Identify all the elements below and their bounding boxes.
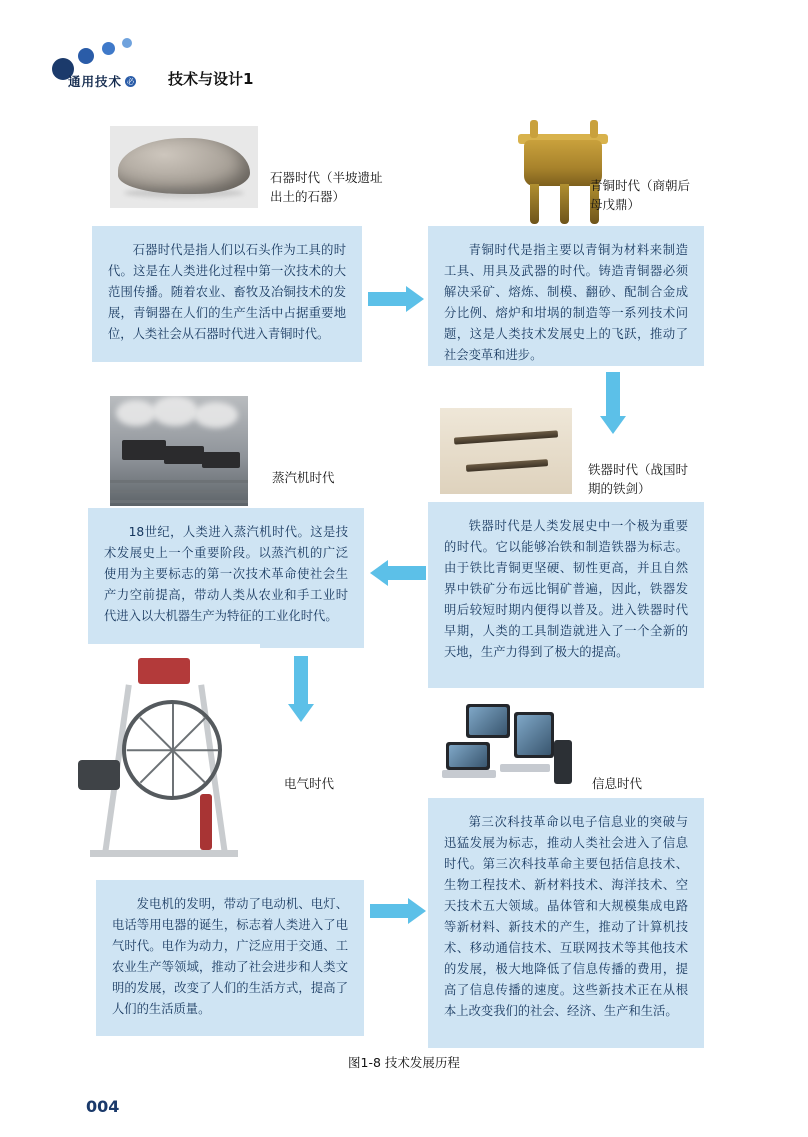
stone-shadow xyxy=(124,188,244,198)
computer-tower xyxy=(554,740,572,784)
textbox-steam-age: 18世纪，人类进入蒸汽机时代。这是技术发展史上一个重要阶段。以蒸汽机的广泛使用为主要标志的第一次技术革命使社会生产力空前提高，带动人类从农业和手工业时代进入以大机器生产为特征的工业化时代。 xyxy=(88,508,364,648)
generator-motor xyxy=(78,760,120,790)
generator-battery-box xyxy=(138,658,190,684)
generator-photo xyxy=(60,644,260,884)
generator-frame xyxy=(90,850,238,857)
stone-tool-photo xyxy=(110,126,258,208)
subject-badge-sub: 必修 xyxy=(126,76,135,97)
steam-locomotive-photo xyxy=(110,396,248,506)
generator-pedal xyxy=(200,794,212,850)
laptop-base xyxy=(442,770,496,778)
textbox-information-age: 第三次科技革命以电子信息业的突破与迅猛发展为标志，推动人类社会进入了信息时代。第三次科技革命主要包括信息技术、生物工程技术、新材料技术、海洋技术、空天技术五大领域。晶体管和大规模集成电路等新材料、新技术的产生，推动了计算机技术、移动通信技术、互联网技术等其他技术的发展，极大地降低了信息传播的费用，提高了信息传播的速度。这些新技术正在从根本上改变我们的社会、经济、生产和生活。 xyxy=(428,798,704,1048)
ding-handle xyxy=(590,120,598,138)
subject-badge xyxy=(68,72,136,97)
textbox-bronze-age: 青铜时代是指主要以青铜为材料来制造工具、用具及武器的时代。铸造青铜器必须解决采矿、熔炼、制模、翻砂、配制合金成分比例、熔炉和坩埚的制造等一系列技术问题，这是人类技术发展史上的飞跃，推动了社会变革和进步。 xyxy=(428,226,704,366)
textbox-stone-age: 石器时代是指人们以石头作为工具的时代。这是在人类进化过程中第一次技术的大范围传播。随着农业、畜牧及冶铜技术的发展，青铜器在人们的生产生活中占据重要地位，人类社会从石器时代进入青铜时代。 xyxy=(92,226,362,362)
subject-badge-label: 通用技术 xyxy=(68,74,123,89)
generator-wheel xyxy=(122,700,222,800)
textbox-iron-age: 铁器时代是人类发展史中一个极为重要的时代。它以能够冶铁和制造铁器为标志。由于铁比青铜更坚硬、韧性更高，并且自然界中铁矿分布远比铜矿普遍，因此，铁器发明后较短时期内便得以普及。进入铁器时代早期，人类的工具制造就进入了一个全新的天地，生产力得到了极大的提高。 xyxy=(428,502,704,688)
figure-caption: 图1-8 技术发展历程 xyxy=(348,1055,460,1070)
figure-technology-development xyxy=(0,108,808,1068)
page-header xyxy=(0,0,808,108)
laptop-screen xyxy=(446,742,490,770)
arrow-electric-to-information xyxy=(370,898,426,924)
arrow-bronze-to-iron xyxy=(600,372,626,434)
iron-sword-photo xyxy=(440,408,572,494)
ding-handle xyxy=(530,120,538,138)
caption-information-age: 信息时代 xyxy=(592,776,643,791)
dot-icon xyxy=(78,48,94,64)
textbox-electric-age: 发电机的发明，带动了电动机、电灯、电话等用电器的诞生，标志着人类进入了电气时代。电作为动力，广泛应用于交通、工农业生产等领域，推动了社会进步和人类文明的发展，改变了人们的生活方式，提高了人们的生活质量。 xyxy=(96,880,364,1036)
caption-steam-age: 蒸汽机时代 xyxy=(272,470,335,485)
caption-bronze-age: 青铜时代（商朝后母戊鼎） xyxy=(590,178,691,212)
ding-leg xyxy=(530,184,539,224)
arrow-stone-to-bronze xyxy=(368,286,424,312)
caption-stone-age: 石器时代（半坡遗址出土的石器） xyxy=(270,170,383,204)
monitor-shape xyxy=(514,712,554,758)
page-number: 004 xyxy=(86,1097,120,1116)
caption-electric-age: 电气时代 xyxy=(284,776,335,791)
monitor-shape xyxy=(466,704,510,738)
dot-icon xyxy=(102,42,115,55)
arrow-steam-to-electric xyxy=(288,656,314,722)
display-case-background xyxy=(440,408,572,494)
keyboard-shape xyxy=(500,764,550,772)
stone-shape xyxy=(118,138,250,194)
dot-icon xyxy=(122,38,132,48)
arrow-iron-to-steam xyxy=(370,560,426,586)
page-title: 技术与设计1 xyxy=(168,70,254,88)
ding-leg xyxy=(560,184,569,224)
caption-iron-age: 铁器时代（战国时期的铁剑） xyxy=(588,462,689,496)
computers-photo xyxy=(440,698,580,798)
